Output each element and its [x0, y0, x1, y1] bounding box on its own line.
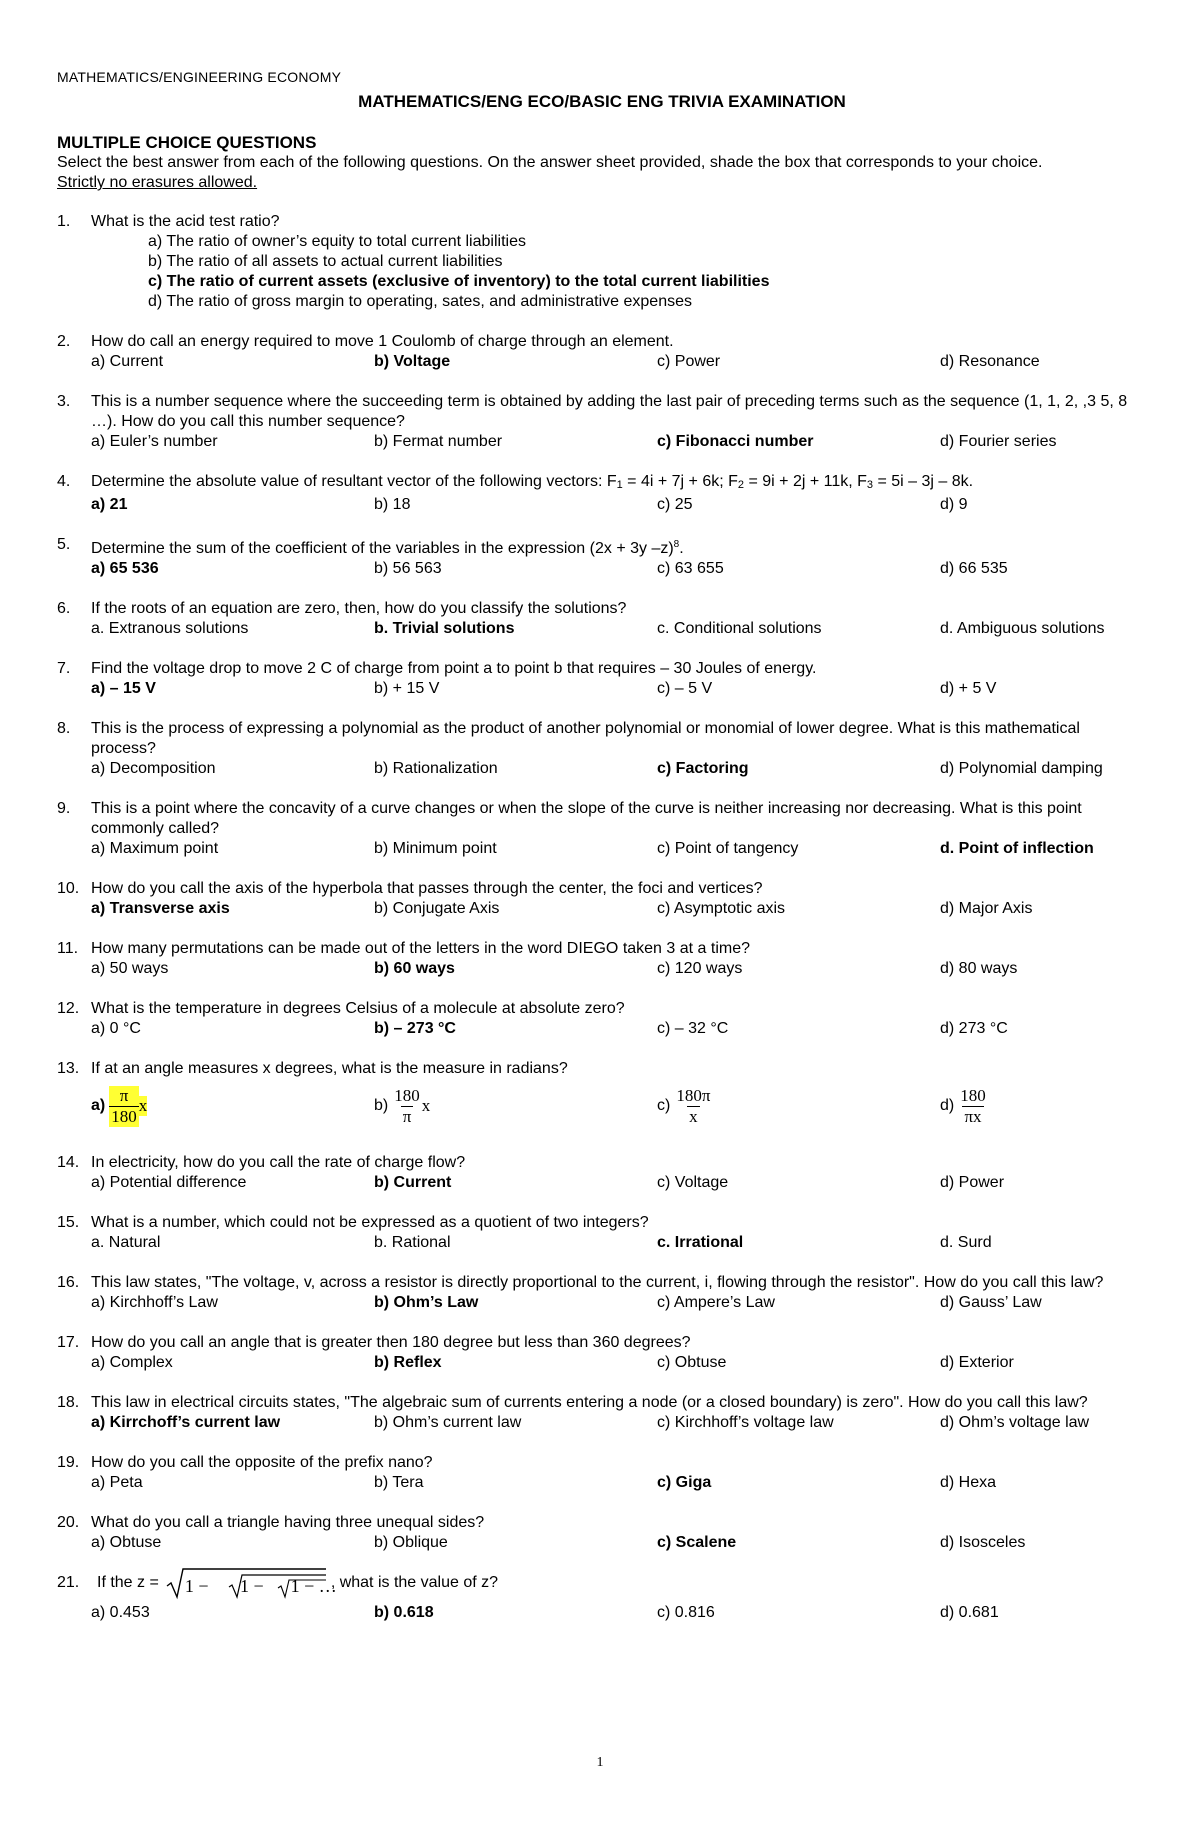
question-number: 20.: [57, 1514, 80, 1531]
nested-radical: [165, 1566, 337, 1600]
option-b: b) Fermat number: [374, 433, 503, 450]
option-b: b. Rational: [374, 1234, 451, 1251]
option-b: b) 56 563: [374, 560, 442, 577]
option-c: c) Voltage: [657, 1174, 729, 1191]
option-label: c): [657, 1097, 671, 1114]
question-number: 7.: [57, 660, 71, 677]
option-d: d) 80 ways: [940, 960, 1018, 977]
subject-header: MATHEMATICS/ENGINEERING ECONOMY: [57, 69, 342, 85]
option-a-correct: a) – 15 V: [91, 680, 156, 697]
option-d: d) Polynomial damping: [940, 760, 1103, 777]
question-text: How do you call the opposite of the prefix nano?: [91, 1454, 433, 1471]
question-number: 16.: [57, 1274, 80, 1291]
question-text: What is a number, which could not be expressed as a quotient of two integers?: [91, 1214, 649, 1231]
option-c: c. Conditional solutions: [657, 620, 822, 637]
option-a: a. Extranous solutions: [91, 620, 249, 637]
question-text: How do call an energy required to move 1 Coulomb of charge through an element.: [91, 333, 674, 350]
option-b: b) + 15 V: [374, 680, 440, 697]
question-number: 10.: [57, 880, 80, 897]
option-d: d) + 5 V: [940, 680, 997, 697]
denominator: πx: [964, 1106, 982, 1126]
question-number: 1.: [57, 213, 71, 230]
option-a: a) Euler’s number: [91, 433, 218, 450]
question-2: [57, 332, 1147, 372]
option-c: c) – 5 V: [657, 680, 713, 697]
option-c-correct: c. Irrational: [657, 1234, 744, 1251]
option-b-correct: b) Reflex: [374, 1354, 442, 1371]
question-text: In electricity, how do you call the rate of charge flow?: [91, 1154, 466, 1171]
option-c: c) 25: [657, 496, 693, 513]
option-d: d) Hexa: [940, 1474, 997, 1491]
question-number: 19.: [57, 1454, 80, 1471]
question-14: [57, 1153, 1147, 1193]
option-b: b) Rationalization: [374, 760, 498, 777]
radical-render: 1 − 1 − 1 − …: [184, 1576, 337, 1596]
question-6: [57, 599, 1147, 639]
section-title: MULTIPLE CHOICE QUESTIONS: [57, 133, 317, 152]
numerator: 180: [394, 1085, 420, 1105]
option-a: a. Natural: [91, 1234, 161, 1251]
numerator: 180: [960, 1085, 986, 1105]
option-a: a) The ratio of owner’s equity to total current liabilities: [148, 233, 526, 250]
option-label: d): [940, 1097, 955, 1114]
option-b-correct: b) 60 ways: [374, 960, 455, 977]
question-text: What is the temperature in degrees Celsius of a molecule at absolute zero?: [91, 1000, 625, 1017]
question-text: This is a number sequence where the succeeding term is obtained by adding the last pair of preceding terms such as the sequence (1, 1, 2, ,3 5, 8 …). How do you call this number sequence?: [91, 393, 1128, 430]
question-number: 21.: [57, 1574, 80, 1591]
option-a: a) Peta: [91, 1474, 143, 1491]
question-17: [57, 1333, 1147, 1373]
numerator: 180π: [676, 1085, 711, 1105]
question-text: If the roots of an equation are zero, then, how do you classify the solutions?: [91, 600, 627, 617]
option-c-correct: c) The ratio of current assets (exclusive of inventory) to the total current liabilities: [148, 273, 770, 290]
question-number: 18.: [57, 1394, 80, 1411]
denominator: 180: [111, 1106, 137, 1126]
question-19: [57, 1453, 1147, 1493]
option-c-correct: c) Scalene: [657, 1534, 737, 1551]
option-d: [940, 1086, 1200, 1127]
page-number: 1: [596, 1755, 604, 1770]
option-c: c) 120 ways: [657, 960, 743, 977]
option-a-correct: a) 65 536: [91, 560, 159, 577]
exam-title: MATHEMATICS/ENG ECO/BASIC ENG TRIVIA EXAMINATION: [358, 92, 846, 111]
question-text: Determine the sum of the coefficient of the variables in the expression (2x + 3y –z)$^8$.: [91, 539, 684, 557]
denominator: x: [689, 1106, 698, 1126]
question-12: [57, 999, 1147, 1039]
question-text: How do you call the axis of the hyperbola that passes through the center, the foci and vertices?: [91, 880, 763, 897]
option-c: c) Asymptotic axis: [657, 900, 786, 917]
question-text: How do you call an angle that is greater then 180 degree but less than 360 degrees?: [91, 1334, 691, 1351]
option-d: d) 0.681: [940, 1604, 999, 1621]
option-b: b) Oblique: [374, 1534, 448, 1551]
fraction: [392, 1086, 422, 1127]
option-a: a) 50 ways: [91, 960, 169, 977]
question-7: [57, 659, 1147, 699]
option-b: b) The ratio of all assets to actual current liabilities: [148, 253, 503, 270]
fraction: [674, 1086, 712, 1127]
option-b: b) Tera: [374, 1474, 424, 1491]
option-a-correct: [91, 1086, 374, 1127]
question-number: 6.: [57, 600, 71, 617]
variable: x: [421, 1096, 431, 1115]
option-a-correct: a) Kirrchoff’s current law: [91, 1414, 281, 1431]
option-b: b) Ohm’s current law: [374, 1414, 522, 1431]
question-number: 12.: [57, 1000, 80, 1017]
question-1: [57, 212, 1147, 312]
question-16: [57, 1273, 1147, 1313]
option-a: a) 0.453: [91, 1604, 150, 1621]
option-d: d) 9: [940, 496, 968, 513]
instructions-underlined: Strictly no erasures allowed.: [57, 174, 258, 191]
question-13: [57, 1059, 1147, 1133]
option-a: a) Kirchhoff’s Law: [91, 1294, 218, 1311]
option-d: d) 273 °C: [940, 1020, 1008, 1037]
option-c: c) Kirchhoff’s voltage law: [657, 1414, 834, 1431]
question-5: [57, 535, 1147, 579]
option-c: c) 0.816: [657, 1604, 715, 1621]
option-b-correct: b) 0.618: [374, 1604, 434, 1621]
question-number: 8.: [57, 720, 71, 737]
option-c: [657, 1086, 940, 1127]
numerator: π: [119, 1085, 129, 1105]
option-d: d) Gauss’ Law: [940, 1294, 1042, 1311]
option-b: [374, 1086, 657, 1127]
option-c: c) Power: [657, 353, 721, 370]
option-d: d) Power: [940, 1174, 1005, 1191]
question-text-before: If the z =: [97, 1574, 159, 1591]
question-text: This law states, "The voltage, v, across a resistor is directly proportional to the current, i, flowing through the resistor". How do you call this law?: [91, 1274, 1104, 1291]
question-number: 15.: [57, 1214, 80, 1231]
question-number: 4.: [57, 473, 71, 490]
option-a: a) Maximum point: [91, 840, 219, 857]
option-d: d) Major Axis: [940, 900, 1033, 917]
option-d: d) 66 535: [940, 560, 1008, 577]
option-a: a) Potential difference: [91, 1174, 247, 1191]
question-text: How many permutations can be made out of the letters in the word DIEGO taken 3 at a time?: [91, 940, 750, 957]
option-a: a) Decomposition: [91, 760, 216, 777]
question-text: This is a point where the concavity of a curve changes or when the slope of the curve is neither increasing nor decreasing. What is this point commonly called?: [91, 800, 1082, 837]
option-b: b) 18: [374, 496, 411, 513]
option-b-correct: b) – 273 °C: [374, 1020, 456, 1037]
option-b-correct: b) Ohm’s Law: [374, 1294, 479, 1311]
option-d: d) Fourier series: [940, 433, 1057, 450]
question-10: [57, 879, 1147, 919]
question-number: 9.: [57, 800, 71, 817]
question-number: 5.: [57, 536, 71, 553]
question-number: 2.: [57, 333, 71, 350]
question-text: This is the process of expressing a polynomial as the product of another polynomial or monomial of lower degree. What is this mathematical process?: [91, 720, 1080, 757]
question-text: Find the voltage drop to move 2 C of charge from point a to point b that requires – 30 Joules of energy.: [91, 660, 817, 677]
option-label: b): [374, 1097, 389, 1114]
option-c-correct: c) Factoring: [657, 760, 749, 777]
option-d: d) Isosceles: [940, 1534, 1026, 1551]
option-a: a) 0 °C: [91, 1020, 141, 1037]
fraction: [958, 1086, 988, 1127]
option-c-correct: c) Giga: [657, 1474, 712, 1491]
option-c: c) 63 655: [657, 560, 724, 577]
option-a: a) Current: [91, 353, 164, 370]
question-15: [57, 1213, 1147, 1253]
option-label: a): [91, 1097, 106, 1114]
option-a-correct: a) Transverse axis: [91, 900, 230, 917]
option-b-correct: b) Current: [374, 1174, 452, 1191]
variable: x: [138, 1096, 148, 1115]
question-number: 14.: [57, 1154, 80, 1171]
option-a: a) Complex: [91, 1354, 173, 1371]
option-c-correct: c) Fibonacci number: [657, 433, 814, 450]
question-4: [57, 472, 1147, 515]
question-text: What do you call a triangle having three unequal sides?: [91, 1514, 485, 1531]
option-d: d) Resonance: [940, 353, 1040, 370]
option-c: c) Obtuse: [657, 1354, 727, 1371]
instructions-text: Select the best answer from each of the following questions. On the answer sheet provided, shade the box that corresponds to your choice.: [57, 154, 1043, 171]
question-number: 3.: [57, 393, 71, 410]
question-text: Determine the absolute value of resultant vector of the following vectors: $F_1 = 4i + 7j + 6k$; $F_2 = 9i + 2j + 11k$, $F_3 = 5i - 3j - 8k$.: [91, 473, 974, 491]
question-text: [91, 1566, 1147, 1600]
option-a: a) Obtuse: [91, 1534, 162, 1551]
question-number: 11.: [57, 940, 79, 957]
question-text: This law in electrical circuits states, "The algebraic sum of currents entering a node (or a closed boundary) is zero". How do you call this law?: [91, 1394, 1088, 1411]
option-d: d) The ratio of gross margin to operating, sates, and administrative expenses: [148, 293, 692, 310]
question-text-after: , what is the value of z?: [330, 1574, 499, 1591]
option-b: b) Conjugate Axis: [374, 900, 500, 917]
question-text: What is the acid test ratio?: [91, 213, 280, 230]
question-8: [57, 719, 1147, 779]
option-c: c) – 32 °C: [657, 1020, 729, 1037]
fraction: [109, 1086, 139, 1127]
option-c: c) Point of tangency: [657, 840, 799, 857]
question-number: 17.: [57, 1334, 80, 1351]
option-d-correct: d. Point of inflection: [940, 840, 1094, 857]
question-18: [57, 1393, 1147, 1433]
exam-page: [57, 68, 1147, 1623]
option-d: d) Ohm’s voltage law: [940, 1414, 1090, 1431]
question-21: [57, 1565, 1147, 1623]
option-b: b) Minimum point: [374, 840, 497, 857]
option-d: d. Surd: [940, 1234, 992, 1251]
option-d: d) Exterior: [940, 1354, 1014, 1371]
question-3: [57, 392, 1147, 452]
question-number: 13.: [57, 1060, 80, 1077]
option-a-correct: a) 21: [91, 496, 128, 513]
question-11: [57, 939, 1147, 979]
question-9: [57, 799, 1147, 859]
option-b-correct: b) Voltage: [374, 353, 451, 370]
instructions: [57, 153, 1147, 193]
option-d: d. Ambiguous solutions: [940, 620, 1105, 637]
option-c: c) Ampere’s Law: [657, 1294, 775, 1311]
option-b-correct: b. Trivial solutions: [374, 620, 515, 637]
question-20: [57, 1513, 1147, 1553]
question-text: If at an angle measures x degrees, what is the measure in radians?: [91, 1060, 568, 1077]
denominator: π: [402, 1106, 412, 1126]
